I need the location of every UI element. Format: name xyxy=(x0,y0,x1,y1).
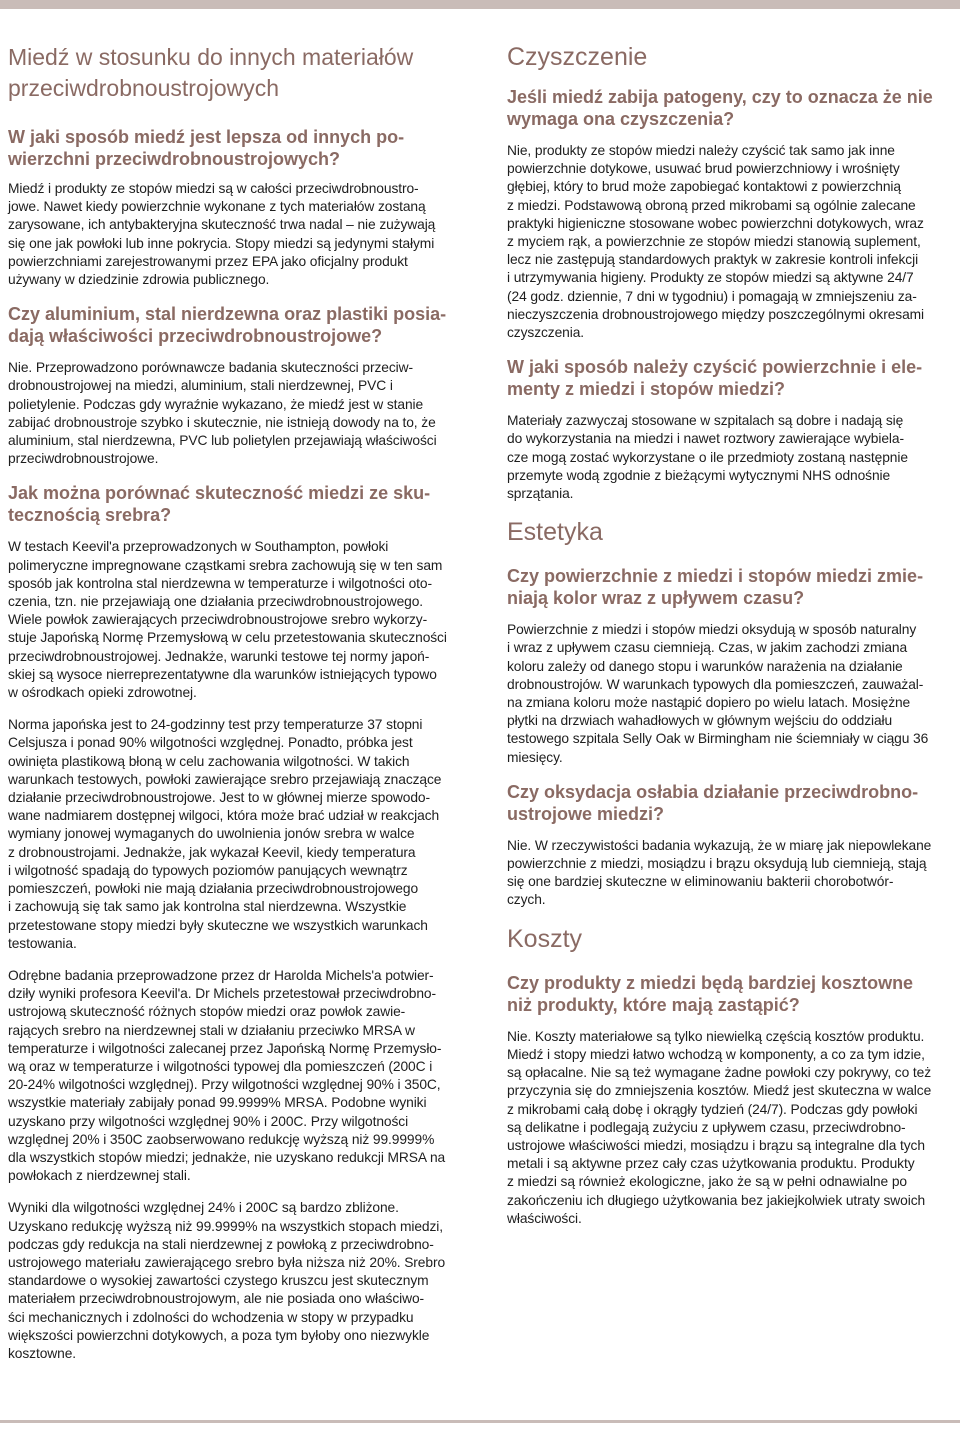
section-title-copper-vs-materials: Miedź w stosunku do innych materiałów przeciwdrobnoustrojowych xyxy=(8,44,414,101)
top-decorative-bar xyxy=(0,0,960,9)
paragraph-japanese-norm: Norma japońska jest to 24-godzinny test przy temperaturze 37 stopni Celsjusza i ponad 90% wilgotności względnej. Ponadto, próbka jest owinięta plastikową błoną w celu zachowania wilgotności. W takich warunkach testowych, powłoki zawierające srebro przejawiają znaczące działanie przeciwdrobnoustrojowe. Jest to w głównej mierze spowodo- wane nadmiarem dostępnej wilgoci, która może brać udział w reakcjach wymiany jonowej wymaganych do uwolnienia jonów srebra w walce z drobnoustrojami. Jednakże, jak wykazał Keevil, kiedy temperatura i wilgotność spadają do typowych poziomów panujących wewnątrz pomieszczeń, powłoki nie mają działania przeciwdrobnoustrojowego i zachowują się tak samo jak kontrolna stal nierdzewna. Wszystkie przetestowane stopy miedzi były skuteczne we wszystkich warunkach testowania. xyxy=(8,717,442,951)
question-costs: Czy produkty z miedzi będą bardziej kosztowne niż produkty, które mają zastąpić? xyxy=(507,972,914,1015)
paragraph-costs: Nie. Koszty materiałowe są tylko niewielką częścią kosztów produktu. Miedź i stopy miedzi łatwo wchodzą w komponenty, a co za tym idzie, są opłacalne. Nie są też wymagane żadne powłoki czy pokrywy, co też przyczynia się do zmniejszenia kosztów. Miedź jest skuteczna w walce z mikrobami całą dobę i okrągły tydzień (24/7). Podczas gdy powłoki są delikatne i podlegają zużyciu z upływem czasu, przeciwdrobno- ustrojowe właściwości miedzi, mosiądzu i brązu są integralne dla tych metali i są aktywne przez cały czas użytkowania produktu. Produkty z miedzi są również ekologiczne, jako że są w pełni odnawialne po zakończeniu ich długiego użytkowania bez jakiejkolwiek utraty swoich właściwości. xyxy=(507,1028,932,1226)
paragraph-aluminium-steel-plastic: Nie. Przeprowadzono porównawcze badania skuteczności przeciw- drobnoustrojowej na miedzi, aluminium, stali nierdzewnej, PVC i polietylenie. Podczas gdy wyraźnie wykazano, że miedź jest w stanie zabijać drobnoustroje szybko i skutecznie, nie istnieją dowody na to, że aluminium, stal nierdzewna, PVC lub polietylen przejawiają właściwości przeciwdrobnoustrojowe. xyxy=(8,360,437,467)
left-column xyxy=(8,42,463,1377)
paragraph-keevil-tests: W testach Keevil'a przeprowadzonych w Southampton, powłoki polimeryczne impregnowane cząstkami srebra zachowują się w ten sam sposób jak kontrolna stal nierdzewna w temperaturze i wilgotności oto- czenia, tzn. nie przejawiają one działania przeciwdrobnoustrojowego. Wiele powłok zawierających przeciwdrobnoustrojowe srebro wykorzy- stuje Japońską Normę Przemysłową w celu przetestowania skuteczności przeciwdrobnoustrojowej. Jednakże, warunki testowe tej normy japoń- skiej są wysoce nierreprezentatywne dla warunków istniejących typowo w ośrodkach opieki zdrowotnej. xyxy=(8,539,447,701)
question-color-change: Czy powierzchnie z miedzi i stopów miedzi zmie- niają kolor wraz z upływem czasu? xyxy=(507,566,924,609)
paragraph-how-to-clean: Materiały zazwyczaj stosowane w szpitalach są dobre i nadają się do wykorzystania na miedzi i nawet roztwory zawierające wybiela- cze mogą zostać wykorzystane o ile przedmioty zostaną następnie przemyte wodą zgodnie z bieżącymi wytycznymi NHS odnośnie sprzątania. xyxy=(507,413,908,502)
paragraph-results-24-percent: Wyniki dla wilgotności względnej 24% i 200C są bardzo zbliżone. Uzyskano redukcję wyższą niż 99.9999% na wszystkich stopach miedzi, podczas gdy redukcja na stali nierdzewnej z powłoką z przeciwdrobno- ustrojowego materiału zawierającego srebro była niższa niż 20%. Srebro standardowe o wysokiej zawartości czystego kruszcu jest skutecznym materiałem przeciwdrobnoustrojowym, ale nie posiada ono właściwo- ści mechanicznych i zdolności do wchodzenia w stopy w przypadku większości powierzchni dotykowych, a poza tym byłoby ono niezwykle kosztowne. xyxy=(8,1200,446,1361)
bottom-decorative-bar xyxy=(0,1420,960,1423)
paragraph-copper-better: Miedź i produkty ze stopów miedzi są w całości przeciwdrobnoustro- jowe. Nawet kiedy powierzchnie wykonane z tych materiałów zostaną zarysowane, ich antybakteryjna skuteczność trwa nadal – nie zużywają się one jak powłoki lub inne pokrycia. Stopy miedzi są jedynymi stałymi powierzchniami zarejestrowanymi przez EPA jako oficjalny produkt używany w dziedzinie zdrowia publicznego. xyxy=(8,181,436,288)
paragraph-color-change: Powierzchnie z miedzi i stopów miedzi oksydują w sposób naturalny i wraz z upływem czasu ciemnieją. Czas, w jakim zachodzi zmiana koloru zależy od danego stopu i warunków narażenia na działanie drobnoustrojów. W warunkach typowych dla pomieszczeń, zauważal- na zmiana koloru może nastąpić dopiero po wielu latach. Mosiężne płytki na drzwiach wahadłowych w głównym wejściu do oddziału testowego szpitala Selly Oak w Birmingham nie ściemniały w ciągu 36 miesięcy. xyxy=(507,622,929,765)
question-copper-better: W jaki sposób miedź jest lepsza od innych po- wierzchni przeciwdrobnoustrojowych? xyxy=(8,127,405,169)
paragraph-needs-cleaning: Nie, produkty ze stopów miedzi należy czyścić tak samo jak inne powierzchnie dotykowe, usuwać brud powierzchniowy i wrośnięty głębiej, który to brud może zapobiegać kontaktowi z powierzchnią z miedzi. Podstawową obroną przed mikrobami są ogólnie zalecane praktyki higieniczne stosowane wobec powierzchni dotykowych, wraz z myciem rąk, a powierzchnie ze stopów miedzi stanowią suplement, lecz nie zastępują standardowych praktyk w zakresie kontroli infekcji i utrzymywania higieny. Produkty ze stopów miedzi są aktywne 24/7 (24 godz. dziennie, 7 dni w tygodniu) i pomagają w zmniejszeniu za- nieczyszczenia drobnoustrojowego między poszczególnymi okresami czyszczenia. xyxy=(507,143,924,341)
section-title-aesthetics: Estetyka xyxy=(507,518,603,547)
question-how-to-clean: W jaki sposób należy czyścić powierzchnie i ele- menty z miedzi i stopów miedzi? xyxy=(507,357,923,400)
paragraph-michels-study: Odrębne badania przeprowadzone przez dr Harolda Michels'a potwier- dziły wyniki profesora Keevil'a. Dr Michels przetestował przeciwdrobno- ustrojową skuteczność różnych stopów miedzi oraz powłok zawie- rających srebro na nierdzewnej stali w działaniu przeciwko MRSA w temperaturze i wilgotności zalecanej przez Japońską Normę Przemysło- wą oraz w temperaturze i wilgotności typowej dla pomieszczeń (200C i 20-24% wilgotności względnej). Przy wilgotności względnej 90% i 350C, wszystkie materiały zabijały ponad 99.9999% MRSA. Podobne wyniki uzyskano przy wilgotności względnej 90% i 200C. Przy wilgotności względnej 20% i 350C zaobserwowano redukcję wyższą niż 99.9999% dla wszystkich stopów miedzi; jednakże, nie uzyskano redukcji MRSA na powłokach z nierdzewnej stali. xyxy=(8,967,446,1184)
question-oxidation: Czy oksydacja osłabia działanie przeciwdrobno- ustrojowe miedzi? xyxy=(507,781,919,824)
paragraph-oxidation: Nie. W rzeczywistości badania wykazują, że w miarę jak niepowlekane powierzchnie z miedzi, mosiądzu i brązu oksydują lub ciemnieją, stają się one bardziej skuteczne w eliminowaniu bakterii chorobotwór- czych. xyxy=(507,837,932,908)
section-title-costs: Koszty xyxy=(507,924,583,953)
question-aluminium-steel-plastic: Czy aluminium, stal nierdzewna oraz plastiki posia- dają właściwości przeciwdrobnoustrojowe? xyxy=(8,304,447,347)
question-copper-vs-silver: Jak można porównać skuteczność miedzi ze sku- tecznością srebra? xyxy=(8,483,431,526)
right-column xyxy=(507,42,953,1242)
section-title-cleaning: Czyszczenie xyxy=(507,43,648,71)
question-needs-cleaning: Jeśli miedź zabija patogeny, czy to oznacza że nie wymaga ona czyszczenia? xyxy=(507,87,933,129)
